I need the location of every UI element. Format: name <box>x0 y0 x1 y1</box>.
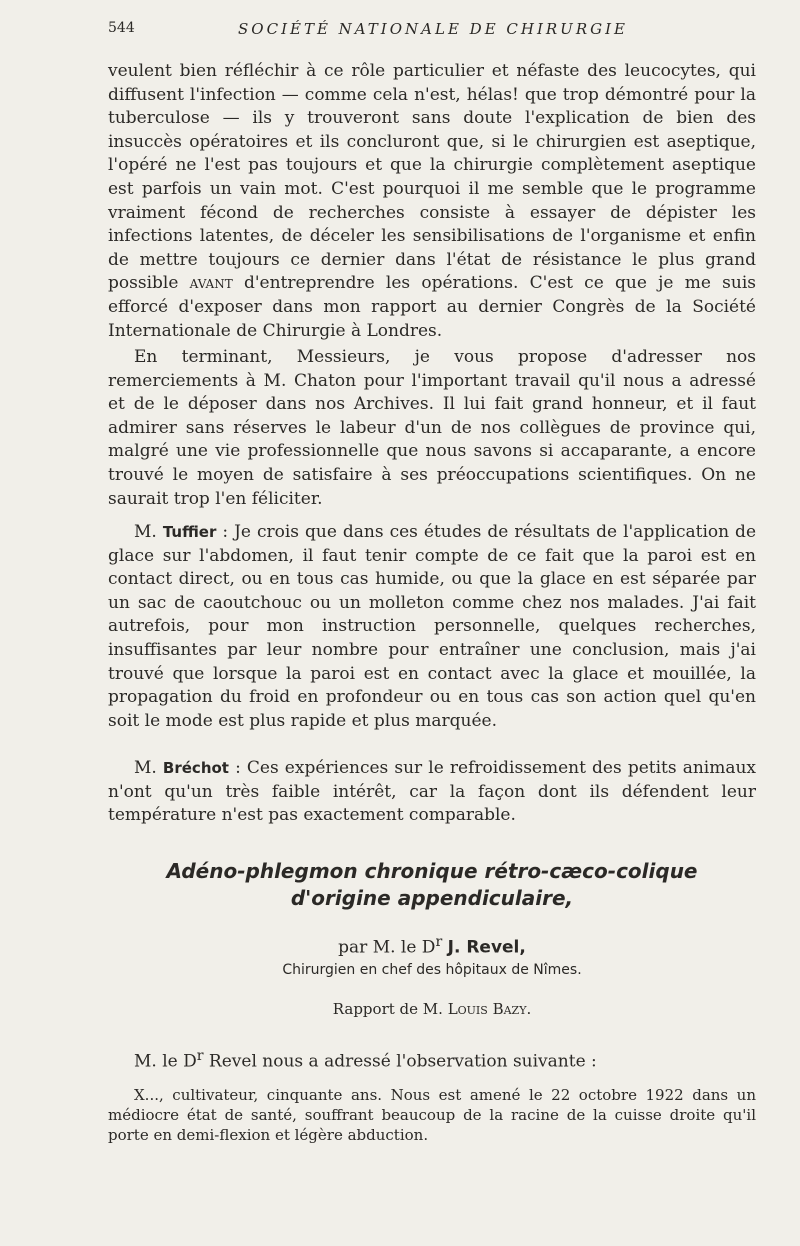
paragraph-tuffier <box>108 521 756 733</box>
author-name: J. Revel, <box>447 937 526 958</box>
intro-prefix: M. le D <box>134 1051 197 1072</box>
paragraph-text: : Je crois que dans ces études de résultats de l'application de glace sur l'abdomen, il faut tenir compte de ce fait que la paroi est en contact direct, ou en tous cas humide, ou que la glace en est séparée par un sac de caoutchouc ou un molleton comme chez nos malades. J'ai fait autrefois, pour mon instruction personnelle, quelques recherches, insuffisantes par leur nombre pour entraîner une conclusion, mais j'ai trouvé que lorsque la paroi est en contact avec la glace et mouillée, la propagation du froid en profondeur ou en tous cas son action quel qu'en soit le mode est plus rapide et plus marquée. <box>108 522 756 731</box>
speaker-name: Bréchot <box>162 759 229 777</box>
author-affiliation: Chirurgien en chef des hôpitaux de Nîmes. <box>282 962 582 978</box>
article-title-line-1: Adéno-phlegmon chronique rétro-cæco-colique <box>166 859 698 883</box>
author-prefix: par M. le D <box>338 937 436 958</box>
report-line <box>108 1000 756 1018</box>
speaker-prefix: M. <box>134 522 163 542</box>
page-number: 544 <box>108 20 135 36</box>
paragraph-leucocytes <box>108 60 756 343</box>
speaker-prefix: M. <box>134 758 163 778</box>
intro-text: Revel nous a adressé l'observation suivante : <box>203 1051 597 1072</box>
speaker-name: Tuffier <box>162 523 217 541</box>
case-observation: X..., cultivateur, cinquante ans. Nous est amené le 22 octobre 1922 dans un médiocre état de santé, souffrant beaucoup de la racine de la cuisse droite qu'il porte en demi-flexion et légère abduction. <box>108 1086 756 1144</box>
intro-sup: r <box>196 1048 204 1064</box>
observation-intro <box>108 1048 756 1072</box>
paragraph-text: d'entreprendre les opérations. C'est ce que je me suis efforcé d'exposer dans mon rapport au dernier Congrès de la Société Internationale de Chirurgie à Londres. <box>108 273 756 341</box>
article-title <box>108 858 756 912</box>
paragraph-text: : Ces expériences sur le refroidissement des petits animaux n'ont qu'un très faible intérêt, car la façon dont ils défendent leur température n'est pas exactement comparable. <box>108 758 757 826</box>
page-header <box>108 20 758 44</box>
paragraph-conclusion: En terminant, Messieurs, je vous propose d'adresser nos remerciements à M. Chaton pour l'important travail qu'il nous a adressé et de le déposer dans nos Archives. Il lui fait grand honneur, et il faut admirer sans réserves le labeur d'un de nos collègues de province qui, malgré une vie professionnelle que nous savons si accaparante, a encore trouvé le moyen de satisfaire à ses préoccupations scientifiques. On ne saurait trop l'en féliciter. <box>108 347 756 509</box>
running-head: SOCIÉTÉ NATIONALE DE CHIRURGIE <box>238 20 628 38</box>
author-sup: r <box>435 934 443 950</box>
article-title-line-2: d'origine appendiculaire, <box>290 886 574 910</box>
report-prefix: Rapport de M. <box>332 1000 448 1018</box>
emphasis-avant: avant <box>189 273 233 294</box>
article-author <box>108 934 756 958</box>
paragraph-brechot <box>108 757 756 828</box>
reporter-name: Louis Bazy. <box>447 1000 532 1018</box>
paragraph-text: veulent bien réfléchir à ce rôle particulier et néfaste des leucocytes, qui diffusent l'infection — comme cela n'est, hélas! que trop démontré pour la tuberculose — ils y trouveront sans doute l'explication de bien des insuccès opératoires et ils concluront que, si le chirurgien est aseptique, l'opéré ne l'est pas toujours et que la chirurgie complètement aseptique est parfois un vain mot. C'est pourquoi il me semble que le programme vraiment fécond de recherches consiste à essayer de dépister les infections latentes, de déceler les sensibilisations de l'organisme et enfin de mettre toujours ce dernier dans l'état de résistance le plus grand possible <box>108 61 756 294</box>
